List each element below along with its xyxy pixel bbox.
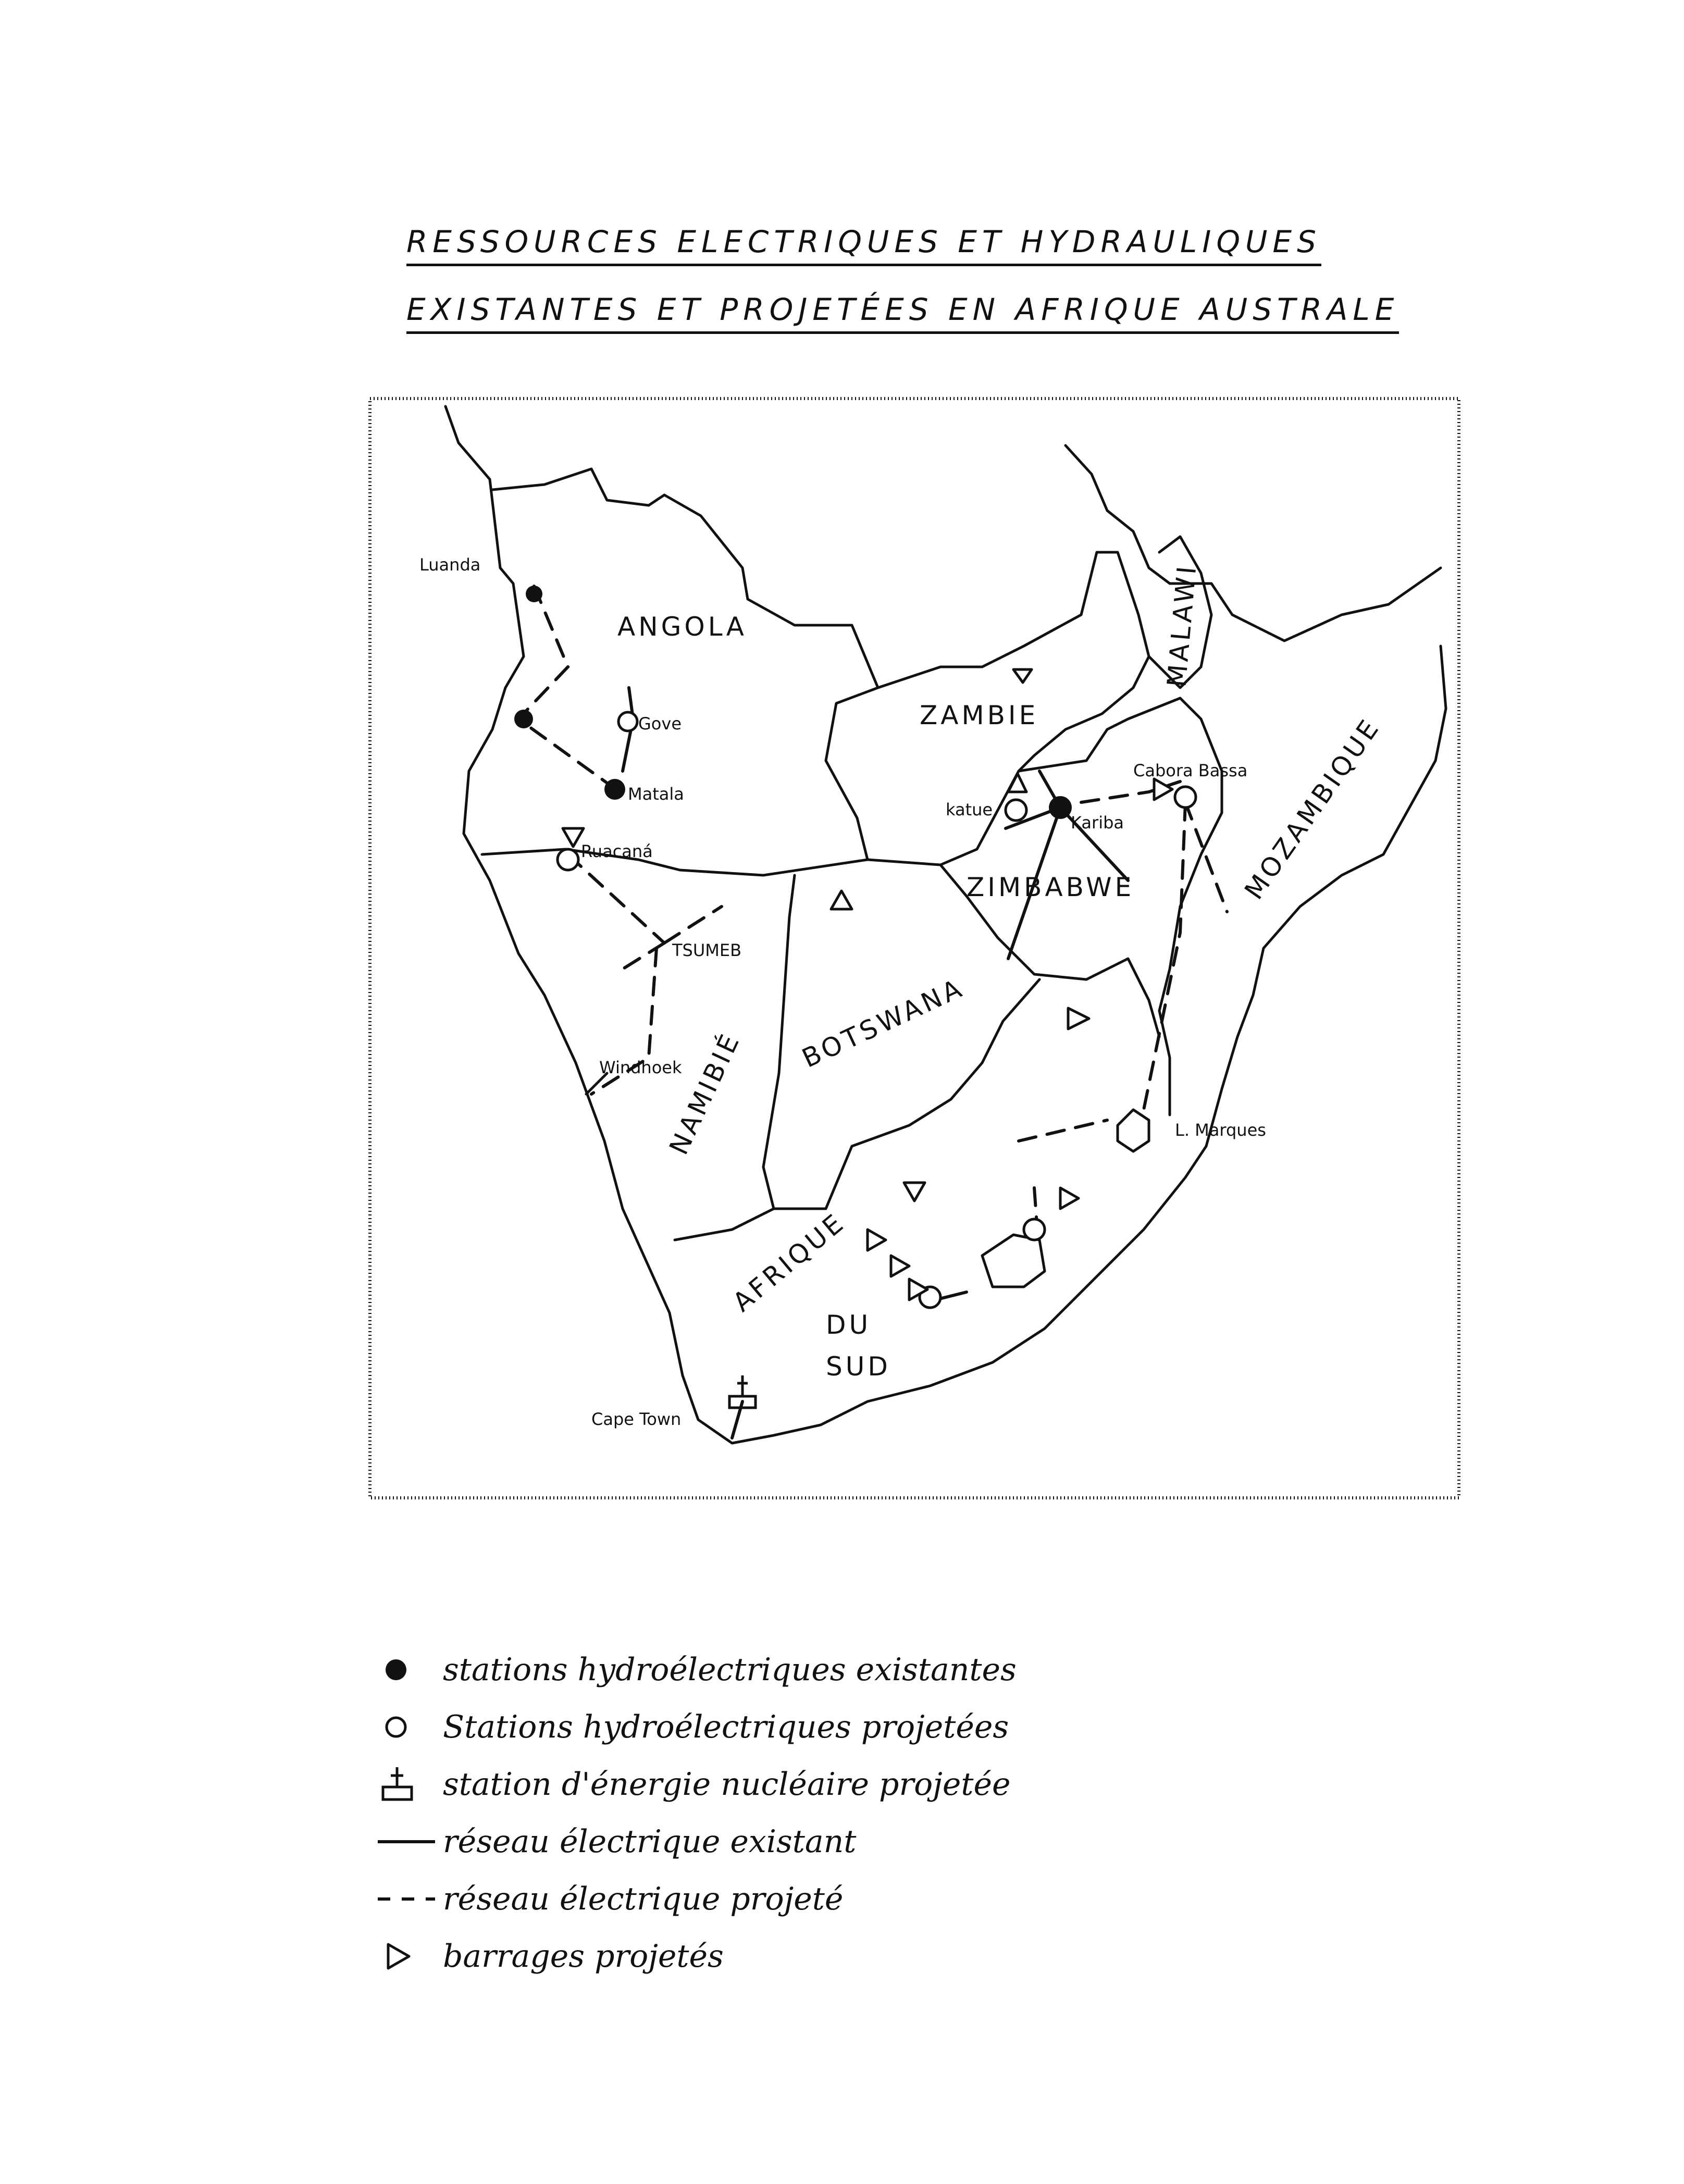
dam-cabora [1154, 779, 1172, 800]
station-projected-sa-2 [1024, 1219, 1045, 1240]
open-circle-icon [375, 1704, 443, 1751]
map-legend [375, 1641, 1261, 1985]
legend-existing-stations [375, 1641, 1261, 1698]
legend-nuclear-station-label: station d'énergie nucléaire projetée [443, 1766, 1011, 1803]
label-kariba: Kariba [1071, 813, 1124, 833]
legend-nuclear-station [375, 1756, 1261, 1813]
legend-existing-stations-label: stations hydroélectriques existantes [443, 1652, 1017, 1688]
label-du: DU [826, 1310, 872, 1340]
dam-limpopo [1068, 1008, 1089, 1029]
nuclear-plant-icon [375, 1761, 443, 1808]
dam-zambia-north [1013, 669, 1032, 682]
legend-existing-network [375, 1813, 1261, 1870]
label-ruacana: Ruacaná [581, 841, 653, 861]
label-windhoek: Windhoek [599, 1058, 682, 1077]
station-projected-katue [1006, 800, 1026, 821]
projected-line-luanda-matala [518, 586, 612, 787]
label-malawi: MALAWI [1161, 562, 1203, 689]
angola-east-border [826, 688, 878, 860]
legend-projected-stations [375, 1698, 1261, 1756]
station-existing-kariba [1049, 796, 1072, 819]
station-existing-angola-coast [514, 710, 533, 728]
label-afrique: AFRIQUE [727, 1207, 851, 1318]
label-angola: ANGOLA [617, 612, 747, 642]
legend-projected-network [375, 1870, 1261, 1928]
southern-africa-map [367, 396, 1462, 1500]
dam-sa-east [1060, 1188, 1079, 1209]
dam-sa-north [904, 1183, 925, 1201]
map-title-line-2: EXISTANTES ET PROJETÉES EN AFRIQUE AUSTRALE [406, 292, 1399, 334]
filled-circle-icon [375, 1646, 443, 1693]
swaziland-outline [1118, 1110, 1149, 1151]
label-luanda: Luanda [419, 555, 481, 575]
station-projected-gove [618, 712, 637, 731]
label-sud: SUD [826, 1351, 891, 1382]
dam-ruacana [563, 828, 584, 847]
label-botswana: BOTSWANA [797, 972, 969, 1074]
lesotho-outline [982, 1235, 1045, 1287]
namibia-south-africa-border [675, 1209, 774, 1240]
projected-line-sa-lmarques [1019, 1120, 1107, 1141]
label-gove: Gove [638, 714, 682, 734]
dam-sa-2 [891, 1256, 909, 1276]
coastline [445, 406, 1446, 1443]
angola-north-border [492, 469, 878, 688]
map-frame [370, 399, 1459, 1498]
botswana-border [763, 875, 1039, 1209]
station-existing-luanda [526, 586, 542, 602]
label-zambie: ZAMBIE [920, 700, 1039, 730]
map-title-line-1: RESSOURCES ELECTRIQUES ET HYDRAULIQUES [406, 224, 1321, 266]
dam-botswana [831, 891, 852, 909]
legend-projected-dams [375, 1928, 1261, 1985]
label-namibie: NAMIBIÉ [663, 1027, 747, 1160]
label-katue: katue [946, 800, 993, 820]
label-zimbabwe: ZIMBABWE [967, 872, 1135, 902]
legend-projected-dams-label: barrages projetés [443, 1938, 724, 1975]
angola-namibia-border [482, 849, 940, 875]
label-cape-town: Cape Town [591, 1409, 682, 1429]
triangle-icon [375, 1933, 443, 1980]
dam-sa-1 [868, 1230, 886, 1250]
projected-line-cabora-lmarques [1144, 802, 1185, 1110]
solid-line-icon [375, 1818, 443, 1865]
station-projected-cabora-bassa [1175, 787, 1196, 808]
label-tsumeb: TSUMEB [672, 940, 742, 960]
zambia-border [878, 552, 1149, 771]
label-l-marques: L. Marques [1175, 1120, 1266, 1140]
label-cabora-bassa: Cabora Bassa [1133, 761, 1248, 780]
legend-projected-network-label: réseau électrique projeté [443, 1881, 844, 1917]
projected-line-ruacana-tsumeb [568, 854, 664, 943]
dashed-line-icon [375, 1876, 443, 1922]
northeast-border [1066, 445, 1441, 641]
label-matala: Matala [628, 784, 684, 804]
station-projected-ruacana [558, 849, 578, 870]
projected-line-cabora-east [1185, 802, 1227, 912]
legend-projected-stations-label: Stations hydroélectriques projetées [443, 1709, 1009, 1745]
legend-existing-network-label: réseau électrique existant [443, 1823, 857, 1860]
station-existing-matala [604, 779, 625, 800]
label-mozambique: MOZAMBIQUE [1239, 712, 1386, 905]
